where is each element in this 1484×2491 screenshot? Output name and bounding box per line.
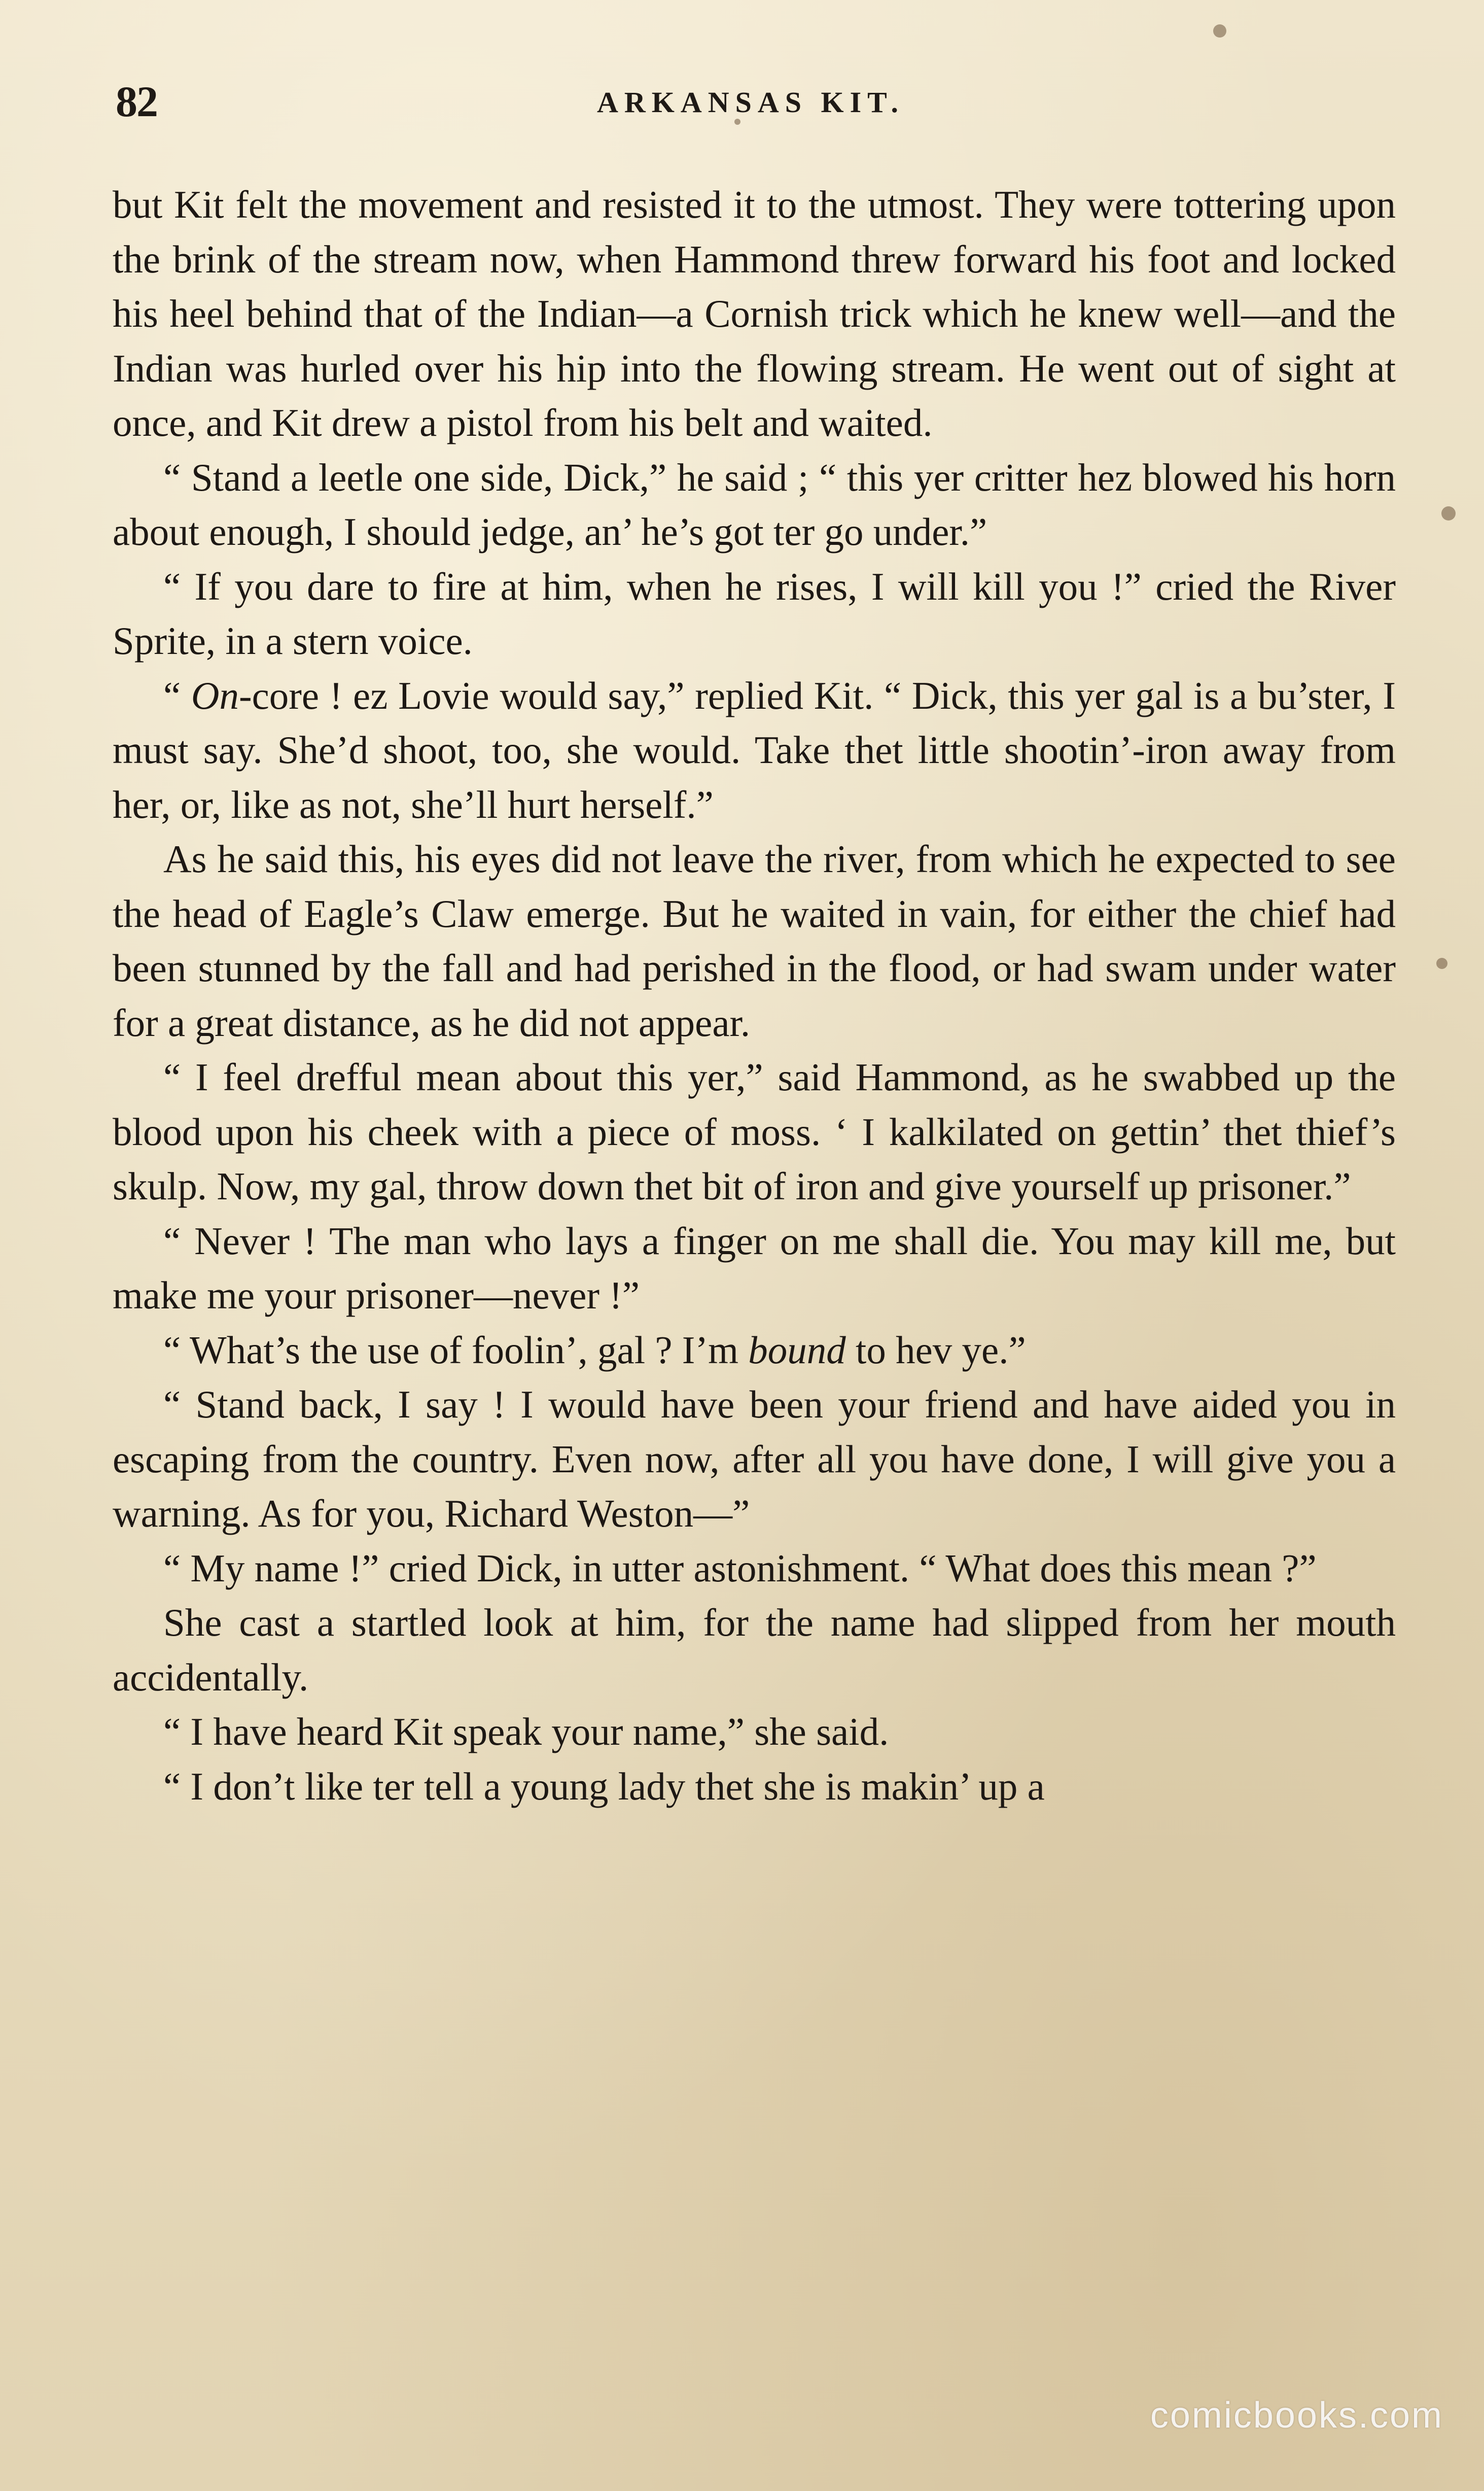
watermark: comicbooks.com: [1150, 2395, 1443, 2436]
paragraph: “ I have heard Kit speak your name,” she said.: [163, 1710, 889, 1753]
paragraph: “ If you dare to fire at him, when he rises, I will kill you !” cried the River Sprite, in a stern voice.: [113, 564, 1396, 663]
paragraph: but Kit felt the movement and resisted it to the utmost. They were tottering upon the brink of the stream now, when Hammond threw forward his foot and locked his heel behind that of the Indian—a Cornish trick which he knew well—and the Indian was hurled over his hip into the flowing stream. He went out of sight at once, and Kit drew a pistol from his belt and waited.: [113, 183, 1396, 444]
ink-speck: [1441, 506, 1456, 521]
ink-speck: [1213, 24, 1226, 38]
running-head: ARKANSAS KIT.: [596, 86, 905, 119]
paragraph: “ Stand a leetle one side, Dick,” he said ; “ this yer critter hez blowed his horn about enough, I should jedge, an’ he’s got ter go under.”: [113, 455, 1396, 553]
paragraph: “ What’s the use of foolin’, gal ? I’m bound to hev ye.”: [163, 1328, 1026, 1372]
paragraph: She cast a startled look at him, for the name had slipped from her mouth accidentally.: [113, 1601, 1396, 1699]
paragraph: “ On-core ! ez Lovie would say,” replied Kit. “ Dick, this yer gal is a bu’ster, I must say. She’d shoot, too, she would. Take thet little shootin’-iron away from her, or, like as not, she’ll hurt herself.”: [113, 673, 1396, 826]
page-header: [112, 76, 1390, 132]
page-number: 82: [116, 77, 157, 126]
paragraph: “ I don’t like ter tell a young lady thet she is makin’ up a: [163, 1764, 1045, 1808]
paragraph: “ My name !” cried Dick, in utter astonishment. “ What does this mean ?”: [163, 1546, 1317, 1590]
paragraph: As he said this, his eyes did not leave the river, from which he expected to see the head of Eagle’s Claw emerge. But he waited in vain, for either the chief had been stunned by the fall and had perished in the flood, or had swam under water for a great distance, as he did not appear.: [113, 837, 1396, 1045]
paragraph: “ I feel drefful mean about this yer,” said Hammond, as he swabbed up the blood upon his cheek with a piece of moss. ‘ I kalkilated on gettin’ thet thief’s skulp. Now, my gal, throw down thet bit of iron and give yourself up prisoner.”: [113, 1055, 1396, 1208]
paragraph: “ Never ! The man who lays a finger on me shall die. You may kill me, but make me your prisoner—never !”: [113, 1219, 1396, 1317]
paragraph: “ Stand back, I say ! I would have been your friend and have aided you in escaping from the country. Even now, after all you have done, I will give you a warning. As for you, Richard Weston—”: [113, 1382, 1396, 1535]
body-text: [113, 178, 1396, 1814]
ink-speck: [1436, 958, 1447, 969]
